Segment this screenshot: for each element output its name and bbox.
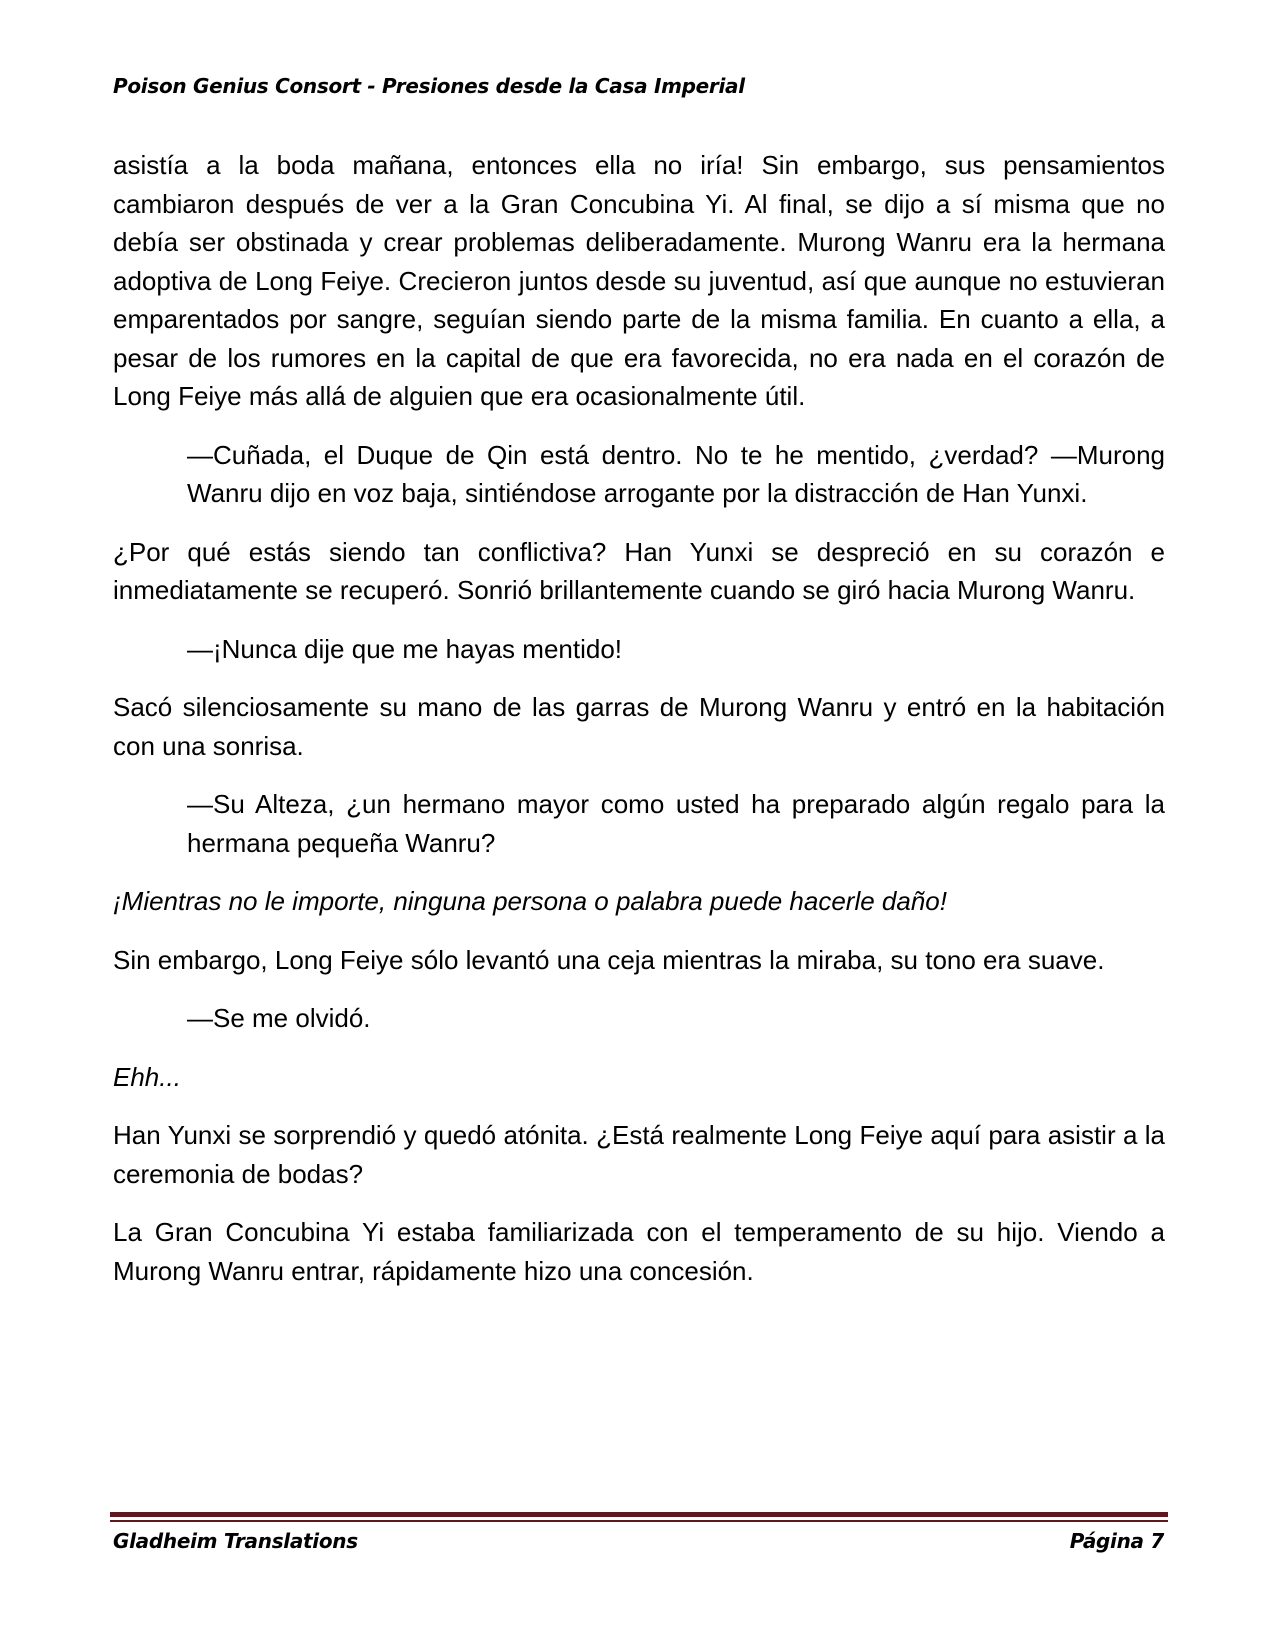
dialogue-paragraph: —Cuñada, el Duque de Qin está dentro. No te he mentido, ¿verdad? —Murong Wanru dijo en voz baja, sintiéndose arrogante por la distracción de Han Yunxi. xyxy=(187,439,1165,508)
italic-thought-paragraph: ¡Mientras no le importe, ninguna persona o palabra puede hacerle daño! xyxy=(113,886,947,916)
footer-rule-thick xyxy=(110,1512,1168,1517)
document-body xyxy=(113,146,1165,1310)
dialogue-paragraph: —Se me olvidó. xyxy=(187,1003,371,1033)
footer-rule-thin xyxy=(110,1520,1168,1522)
dialogue-paragraph: —Su Alteza, ¿un hermano mayor como usted ha preparado algún regalo para la hermana pequeña Wanru? xyxy=(187,789,1165,858)
footer-publisher: Gladheim Translations xyxy=(113,1529,358,1553)
paragraph: Sin embargo, Long Feiye sólo levantó una ceja mientras la miraba, su tono era suave. xyxy=(113,944,1105,975)
italic-thought-paragraph: Ehh... xyxy=(113,1061,181,1092)
paragraph: La Gran Concubina Yi estaba familiarizada con el temperamento de su hijo. Viendo a Murong Wanru entrar, rápidamente hizo una concesión. xyxy=(113,1217,1165,1286)
page-header-title: Poison Genius Consort - Presiones desde la Casa Imperial xyxy=(113,74,745,98)
paragraph: ¿Por qué estás siendo tan conflictiva? Han Yunxi se despreció en su corazón e inmediatamente se recuperó. Sonrió brillantemente cuando se giró hacia Murong Wanru. xyxy=(113,536,1165,605)
footer-page-number: Página 7 xyxy=(1069,1529,1164,1553)
paragraph: Han Yunxi se sorprendió y quedó atónita. ¿Está realmente Long Feiye aquí para asistir a la ceremonia de bodas? xyxy=(113,1120,1165,1189)
paragraph: asistía a la boda mañana, entonces ella no iría! Sin embargo, sus pensamientos cambiaron después de ver a la Gran Concubina Yi. Al final, se dijo a sí misma que no debía ser obstinada y crear problemas deliberadamente. Murong Wanru era la hermana adoptiva de Long Feiye. Crecieron juntos desde su juventud, así que aunque no estuvieran emparentados por sangre, seguían siendo parte de la misma familia. En cuanto a ella, a pesar de los rumores en la capital de que era favorecida, no era nada en el corazón de Long Feiye más allá de alguien que era ocasionalmente útil. xyxy=(113,150,1165,411)
paragraph: Sacó silenciosamente su mano de las garras de Murong Wanru y entró en la habitación con una sonrisa. xyxy=(113,692,1165,761)
dialogue-paragraph: —¡Nunca dije que me hayas mentido! xyxy=(187,633,623,664)
